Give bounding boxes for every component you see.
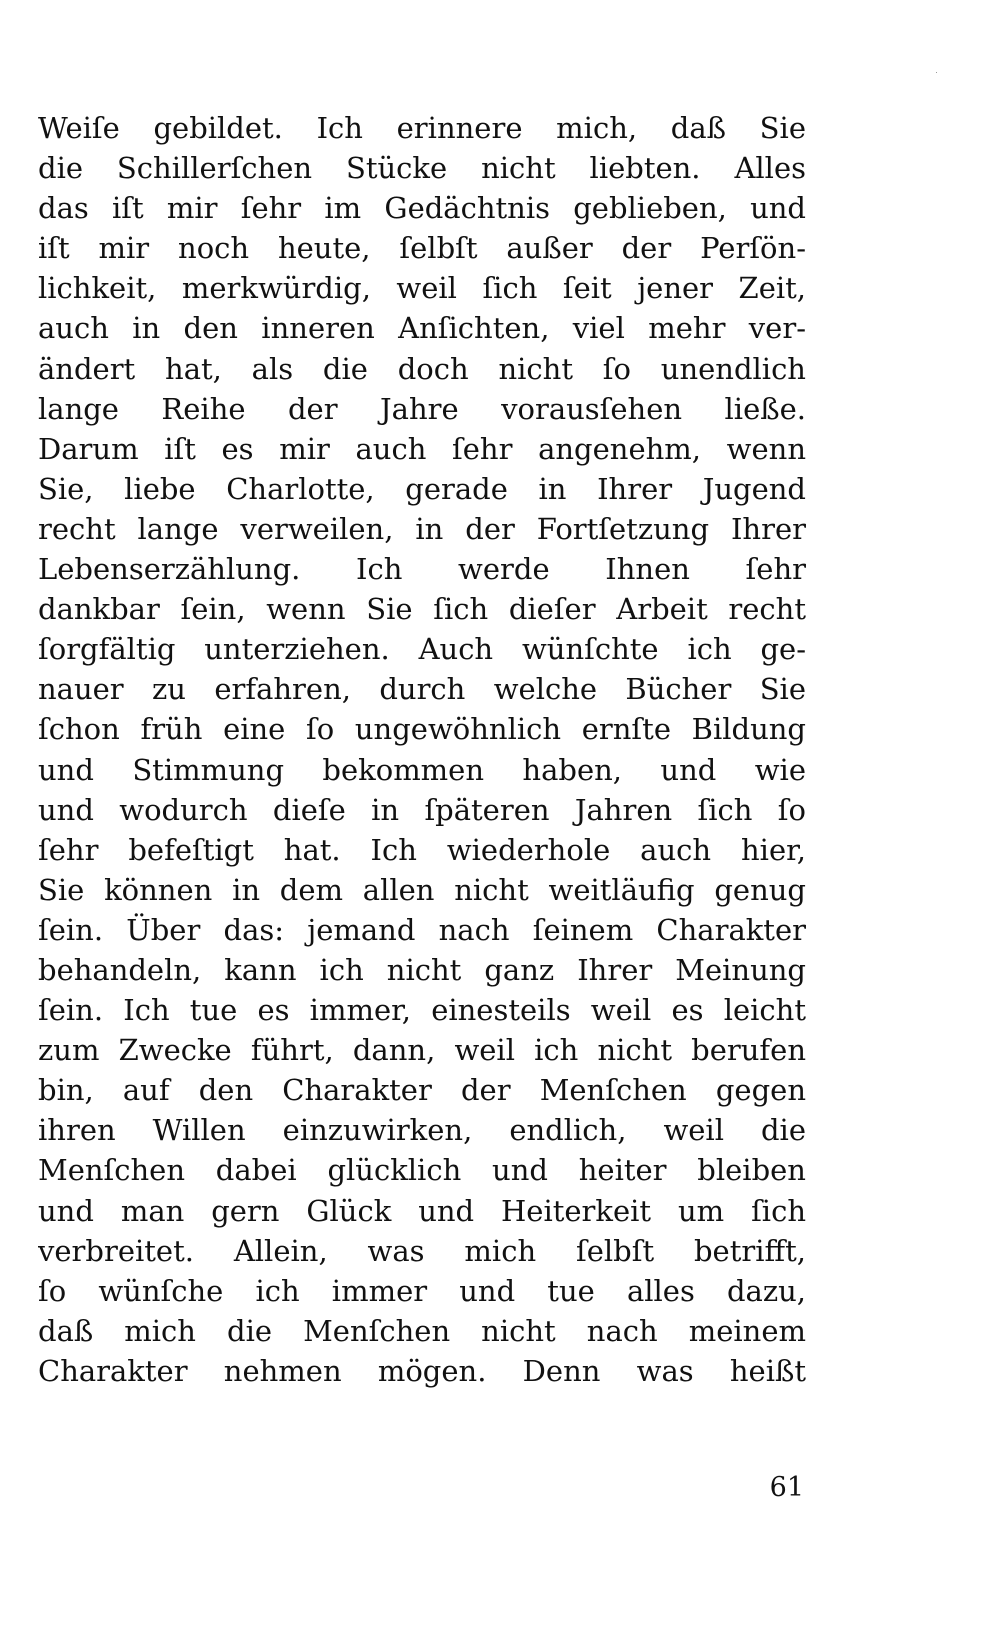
text-line: Sie können in dem allen nicht weitläufig genug (38, 872, 806, 907)
text-line: behandeln, kann ich nicht ganz Ihrer Meinung (38, 952, 806, 987)
text-line: ändert hat, als die doch nicht ſo unendlich (38, 351, 806, 386)
text-line: und wodurch dieſe in ſpäteren Jahren ſich ſo (38, 792, 806, 827)
text-line: Darum iſt es mir auch ſehr angenehm, wenn (38, 431, 806, 466)
text-line: ihren Willen einzuwirken, endlich, weil die (38, 1113, 806, 1148)
text-line: und man gern Glück und Heiterkeit um ſich (38, 1193, 806, 1228)
text-line: Lebenserzählung. Ich werde Ihnen ſehr (38, 552, 806, 587)
text-line: ſo wünſche ich immer und tue alles dazu, (38, 1273, 806, 1308)
text-line: iſt mir noch heute, ſelbſt außer der Perſön- (38, 231, 806, 266)
text-line: nauer zu erfahren, durch welche Bücher Sie (38, 672, 806, 707)
text-line: daß mich die Menſchen nicht nach meinem (38, 1313, 806, 1348)
text-line: die Schillerſchen Stücke nicht liebten. Alles (38, 151, 806, 186)
text-line: Weiſe gebildet. Ich erinnere mich, daß Sie (38, 111, 806, 145)
text-line: ſchon früh eine ſo ungewöhnlich ernſte Bildung (38, 712, 806, 747)
text-line: und Stimmung bekommen haben, und wie (38, 752, 806, 787)
text-line: verbreitet. Allein, was mich ſelbſt betrifft, (38, 1233, 806, 1268)
text-line: ſehr befeſtigt hat. Ich wiederhole auch hier, (38, 832, 806, 867)
text-line: lange Reihe der Jahre vorausſehen ließe. (38, 391, 806, 426)
text-line: lichkeit, merkwürdig, weil ſich ſeit jener Zeit, (38, 271, 806, 306)
body-text (38, 108, 806, 1391)
text-line: das iſt mir ſehr im Gedächtnis geblieben, und (38, 191, 806, 226)
text-line: Sie, liebe Charlotte, gerade in Ihrer Jugend (38, 471, 806, 506)
text-line: Menſchen dabei glücklich und heiter bleiben (38, 1153, 806, 1188)
text-line: recht lange verweilen, in der Fortſetzung Ihrer (38, 511, 806, 546)
text-line: ſein. Über das: jemand nach ſeinem Charakter (38, 912, 806, 947)
scan-mark (936, 72, 937, 73)
text-line: dankbar ſein, wenn Sie ſich dieſer Arbeit recht (38, 592, 806, 627)
page-number: 61 (769, 1472, 804, 1503)
text-line: auch in den inneren Anſichten, viel mehr ver- (38, 311, 806, 346)
text-line: ſorgfältig unterziehen. Auch wünſchte ich ge- (38, 632, 806, 667)
text-line: ſein. Ich tue es immer, einesteils weil es leicht (38, 993, 806, 1028)
text-line: Charakter nehmen mögen. Denn was heißt (38, 1353, 806, 1388)
text-line: zum Zwecke führt, dann, weil ich nicht berufen (38, 1033, 806, 1068)
text-line: bin, auf den Charakter der Menſchen gegen (38, 1073, 806, 1108)
